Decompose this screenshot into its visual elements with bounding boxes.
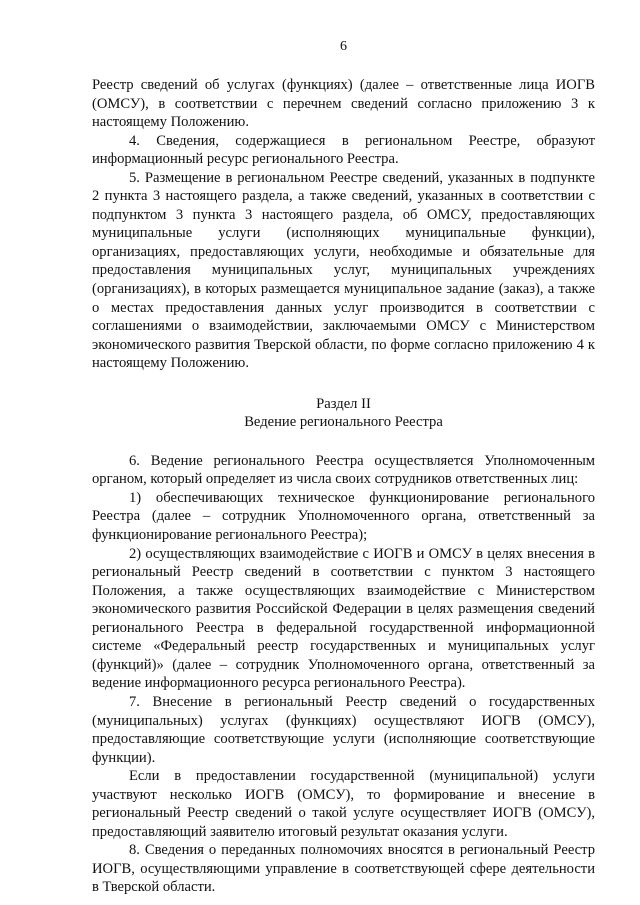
paragraph: 4. Сведения, содержащиеся в региональном Реестре, образуют информационный ресурс регионального Реестра.: [92, 132, 595, 168]
bottom-paragraphs: [92, 452, 595, 897]
paragraph: Реестр сведений об услугах (функциях) (далее – ответственные лица ИОГВ (ОМСУ), в соответствии с перечнем сведений согласно приложению 3 к настоящему Положению.: [92, 77, 595, 131]
top-paragraphs: [92, 76, 595, 373]
paragraph: 6. Ведение регионального Реестра осуществляется Уполномоченным органом, который определяет из числа своих сотрудников ответственных лиц:: [92, 452, 595, 488]
document-page: [92, 38, 595, 897]
section-title: Ведение регионального Реестра: [244, 414, 443, 431]
paragraph: 1) обеспечивающих техническое функционирование регионального Реестра (далее – сотрудник Уполномоченного органа, ответственный за функционирование регионального Реестра);: [92, 489, 595, 544]
paragraph: 7. Внесение в региональный Реестр сведений о государственных (муниципальных) услугах (функциях) осуществляют ИОГВ (ОМСУ), предоставляющие соответствующие услуги (исполняющие соответствующие функции).: [92, 693, 595, 766]
paragraph: 5. Размещение в региональном Реестре сведений, указанных в подпункте 2 пункта 3 настоящего раздела, а также сведений, указанных в соответствии с подпунктом 3 пункта 3 настоящего раздела, об ОМСУ, предоставляющих муниципальные услуги (исполняющих муниципальные функции), организациях, предоставляющих услуги, необходимые и обязательные для предоставления муниципальных услуг, муниципальных учреждениях (организациях), в которых размещается муниципальное задание (заказ), а также о местах предоставления данных услуг производится в соответствии с соглашениями о взаимодействии, заключаемыми ОМСУ с Министерством экономического развития Тверской области, по форме согласно приложению 4 к настоящему Положению.: [92, 169, 595, 372]
paragraph: Если в предоставлении государственной (муниципальной) услуги участвуют несколько ИОГВ (ОМСУ), то формирование и внесение в региональный Реестр сведений о такой услуге осуществляет ИОГВ (ОМСУ), предоставляющий заявителю итоговый результат оказания услуги.: [92, 768, 595, 840]
paragraph: 8. Сведения о переданных полномочиях вносятся в региональный Реестр ИОГВ, осуществляющими управление в соответствующей сфере деятельности в Тверской области.: [92, 842, 595, 896]
paragraph: 2) осуществляющих взаимодействие с ИОГВ и ОМСУ в целях внесения в региональный Реестр сведений в соответствии с пунктом 3 настоящего Положения, а также осуществляющих взаимодействие с Министерством экономического развития Российской Федерации в целях размещения сведений регионального Реестра в федеральной государственной информационной системе «Федеральный реестр государственных и муниципальных услуг (функций)» (далее – сотрудник Уполномоченного органа, ответственный за ведение информационного ресурса регионального Реестра).: [92, 545, 595, 692]
page-number: 6: [340, 39, 347, 54]
section-heading: [92, 395, 595, 432]
section-number: Раздел II: [316, 395, 371, 412]
